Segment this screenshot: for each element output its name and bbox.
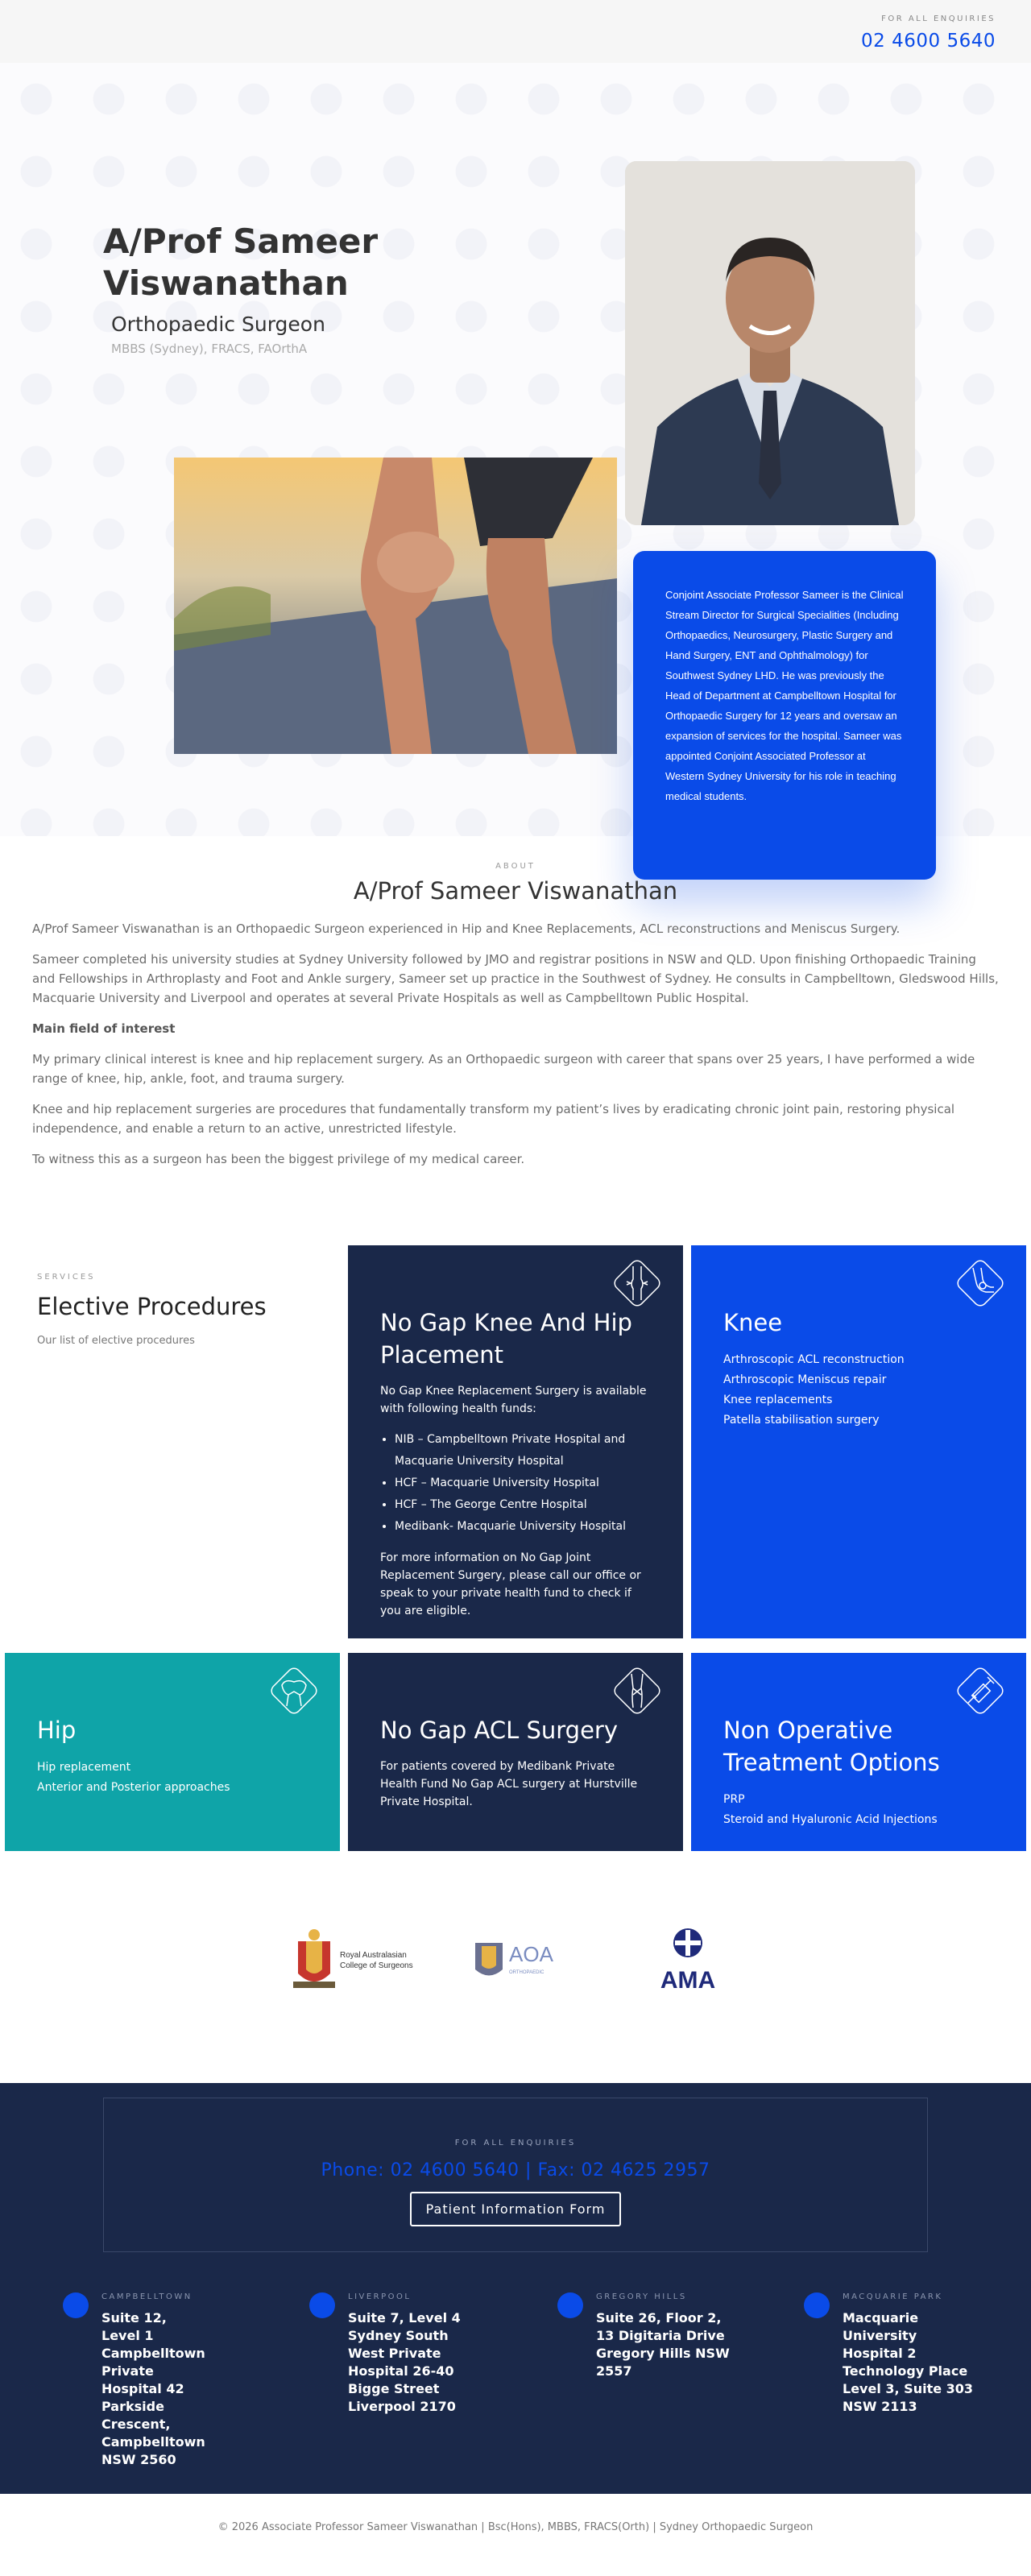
bio-card xyxy=(633,551,936,880)
aoa-logo xyxy=(470,1925,575,2001)
hero-section xyxy=(0,63,1031,836)
service-items xyxy=(37,1758,308,1798)
service-card-acl[interactable] xyxy=(348,1653,683,1851)
location-pin-icon xyxy=(309,2292,335,2318)
hero-name: A/Prof Sameer Viswanathan xyxy=(103,222,379,303)
about-title: A/Prof Sameer Viswanathan xyxy=(353,877,678,905)
list-item: Knee replacements xyxy=(723,1394,833,1406)
location-gregory-hills xyxy=(557,2292,743,2380)
location-address: Suite 26, Floor 2, 13 Digitaria Drive Gregory Hills NSW 2557 xyxy=(596,2310,730,2379)
service-title: Knee xyxy=(723,1309,783,1336)
list-item: • Medibank- Macquarie University Hospital xyxy=(395,1516,651,1538)
about-eyebrow: ABOUT xyxy=(495,862,536,871)
location-label: GREGORY HILLS xyxy=(596,2292,687,2301)
hero-role: Orthopaedic Surgeon xyxy=(111,313,325,336)
service-title: No Gap Knee And Hip Placement xyxy=(380,1309,632,1369)
about-paragraph: My primary clinical interest is knee and hip replacement surgery. As an Orthopaedic surgeon with career that spans over 25 years, I have performed a wide range of knee, hip, ankle, foot, and trauma surgery. xyxy=(32,1052,975,1086)
about-paragraph: Knee and hip replacement surgeries are procedures that fundamentally transform my patient’s lives by eradicating chronic joint pain, restoring physical independence, and enable a return to an active, unrestricted lifestyle. xyxy=(32,1102,955,1136)
location-pin-icon xyxy=(804,2292,830,2318)
hero-qualifications: MBBS (Sydney), FRACS, FAOrthA xyxy=(111,342,308,356)
service-card-knee[interactable] xyxy=(691,1245,1026,1638)
main-field-heading: Main field of interest xyxy=(32,1021,176,1036)
list-item: Anterior and Posterior approaches xyxy=(37,1781,230,1794)
list-item: Patella stabilisation surgery xyxy=(723,1414,880,1427)
service-title: No Gap ACL Surgery xyxy=(380,1717,619,1744)
ama-logo xyxy=(641,1925,738,2001)
service-card-non-operative[interactable] xyxy=(691,1653,1026,1851)
service-body: For patients covered by Medibank Private Health Fund No Gap ACL surgery at Hurstville Private Hospital. xyxy=(380,1760,638,1808)
affiliation-logos xyxy=(0,1925,1031,2014)
list-item: Hip replacement xyxy=(37,1761,131,1774)
list-item: • NIB – Campbelltown Private Hospital and Macquarie University Hospital xyxy=(395,1429,651,1472)
location-pin-icon xyxy=(557,2292,583,2318)
aoa-sub: ORTHOPAEDIC xyxy=(509,1970,544,1975)
list-item: Arthroscopic ACL reconstruction xyxy=(723,1353,905,1366)
service-outro: For more information on No Gap Joint Replacement Surgery, please call our office or speak to your private health fund to check if you are eligible. xyxy=(380,1551,641,1617)
location-pin-icon xyxy=(63,2292,89,2318)
acl-knee-icon xyxy=(609,1663,665,1719)
about-paragraph: Sameer completed his university studies at Sydney University followed by JMO and registrar positions in NSW and QLD. Upon finishing Orthopaedic Training and Fellowships in Arthroplasty and Foot and Ankle surgery, Sameer set up practice in the Southwest of Sydney. He consults in Campbelltown, Gledswood Hills, Macquarie University and Liverpool and operates at several Private Hospitals as well as Campbelltown Public Hospital. xyxy=(32,952,999,1005)
location-address: Suite 12, Level 1 Campbelltown Private Hospital 42 Parkside Crescent, Campbelltown NSW 2560 xyxy=(101,2310,205,2467)
service-card-hip[interactable] xyxy=(5,1653,340,1851)
list-item: • HCF – The George Centre Hospital xyxy=(395,1494,651,1516)
services-eyebrow: SERVICES xyxy=(37,1273,96,1282)
racs-line2: College of Surgeons xyxy=(340,1961,413,1970)
location-label: CAMPBELLTOWN xyxy=(101,2292,193,2301)
copyright: © 2026 Associate Professor Sameer Viswanathan | Bsc(Hons), MBBS, FRACS(Orth) | Sydney Orthopaedic Surgeon xyxy=(0,2494,1031,2576)
footer xyxy=(0,2083,1031,2494)
header-phone-link[interactable]: 02 4600 5640 xyxy=(861,31,996,52)
list-item: PRP xyxy=(723,1793,745,1806)
footer-enquiries-label: FOR ALL ENQUIRIES xyxy=(454,2139,577,2147)
list-item: Steroid and Hyaluronic Acid Injections xyxy=(723,1813,938,1826)
top-bar xyxy=(0,0,1031,63)
service-items xyxy=(723,1790,994,1830)
services-intro xyxy=(37,1273,267,1347)
bio-text: Conjoint Associate Professor Sameer is the Clinical Stream Director for Surgical Specialities (Including Orthopaedics, Neurosurgery, Plastic Surgery and Hand Surgery, ENT and Ophthalmology) for Southwest Sydney LHD. He was previously the Head of Department at Campbelltown Hospital for Orthopaedic Surgery for 12 years and oversaw an expansion of services for the hospital. Sameer was appointed Conjoint Associated Professor at Western Sydney University for his role in teaching medical students. xyxy=(665,589,904,802)
list-item: Arthroscopic Meniscus repair xyxy=(723,1373,887,1386)
about-paragraph: A/Prof Sameer Viswanathan is an Orthopaedic Surgeon experienced in Hip and Knee Replacements, ACL reconstructions and Meniscus Surgery. xyxy=(32,921,901,936)
location-liverpool xyxy=(309,2292,495,2416)
about-paragraph: To witness this as a surgeon has been the biggest privilege of my medical career. xyxy=(32,1152,525,1166)
injection-icon xyxy=(952,1663,1008,1719)
racs-line1: Royal Australasian xyxy=(340,1951,407,1960)
knee-joint-icon xyxy=(609,1255,665,1311)
location-address: Macquarie University Hospital 2 Technology Place Level 3, Suite 303 NSW 2113 xyxy=(843,2310,974,2414)
location-address: Suite 7, Level 4 Sydney South West Private Hospital 26-40 Bigge Street Liverpool 2170 xyxy=(348,2310,461,2414)
list-item: • HCF – Macquarie University Hospital xyxy=(395,1472,651,1494)
surgeon-portrait xyxy=(625,161,915,525)
hip-joint-icon xyxy=(266,1663,322,1719)
enquiries-box xyxy=(103,2098,928,2252)
about-section xyxy=(0,862,1031,1180)
service-intro: No Gap Knee Replacement Surgery is available with following health funds: xyxy=(380,1385,647,1415)
health-fund-list xyxy=(395,1429,651,1538)
services-title: Elective Procedures xyxy=(37,1293,267,1320)
aoa-text: AOA xyxy=(509,1942,553,1966)
location-label: MACQUARIE PARK xyxy=(843,2292,943,2301)
ama-text: AMA xyxy=(660,1967,716,1994)
patient-form-button[interactable]: Patient Information Form xyxy=(410,2192,622,2226)
location-macquarie-park xyxy=(804,2292,989,2416)
racs-logo xyxy=(290,1925,427,2001)
knee-pain-photo xyxy=(174,458,617,754)
location-campbelltown xyxy=(63,2292,248,2469)
about-text xyxy=(0,919,1031,1169)
service-card-no-gap-knee-hip[interactable] xyxy=(348,1245,683,1638)
service-title: Hip xyxy=(37,1717,77,1744)
location-label: LIVERPOOL xyxy=(348,2292,412,2301)
services-subtitle: Our list of elective procedures xyxy=(37,1335,195,1347)
footer-contact-numbers[interactable]: Phone: 02 4600 5640 | Fax: 02 4625 2957 xyxy=(321,2160,710,2180)
enquiries-label: FOR ALL ENQUIRIES xyxy=(881,14,996,23)
service-items xyxy=(723,1350,994,1431)
service-title: Non Operative Treatment Options xyxy=(723,1717,940,1776)
knee-leg-icon xyxy=(952,1255,1008,1311)
